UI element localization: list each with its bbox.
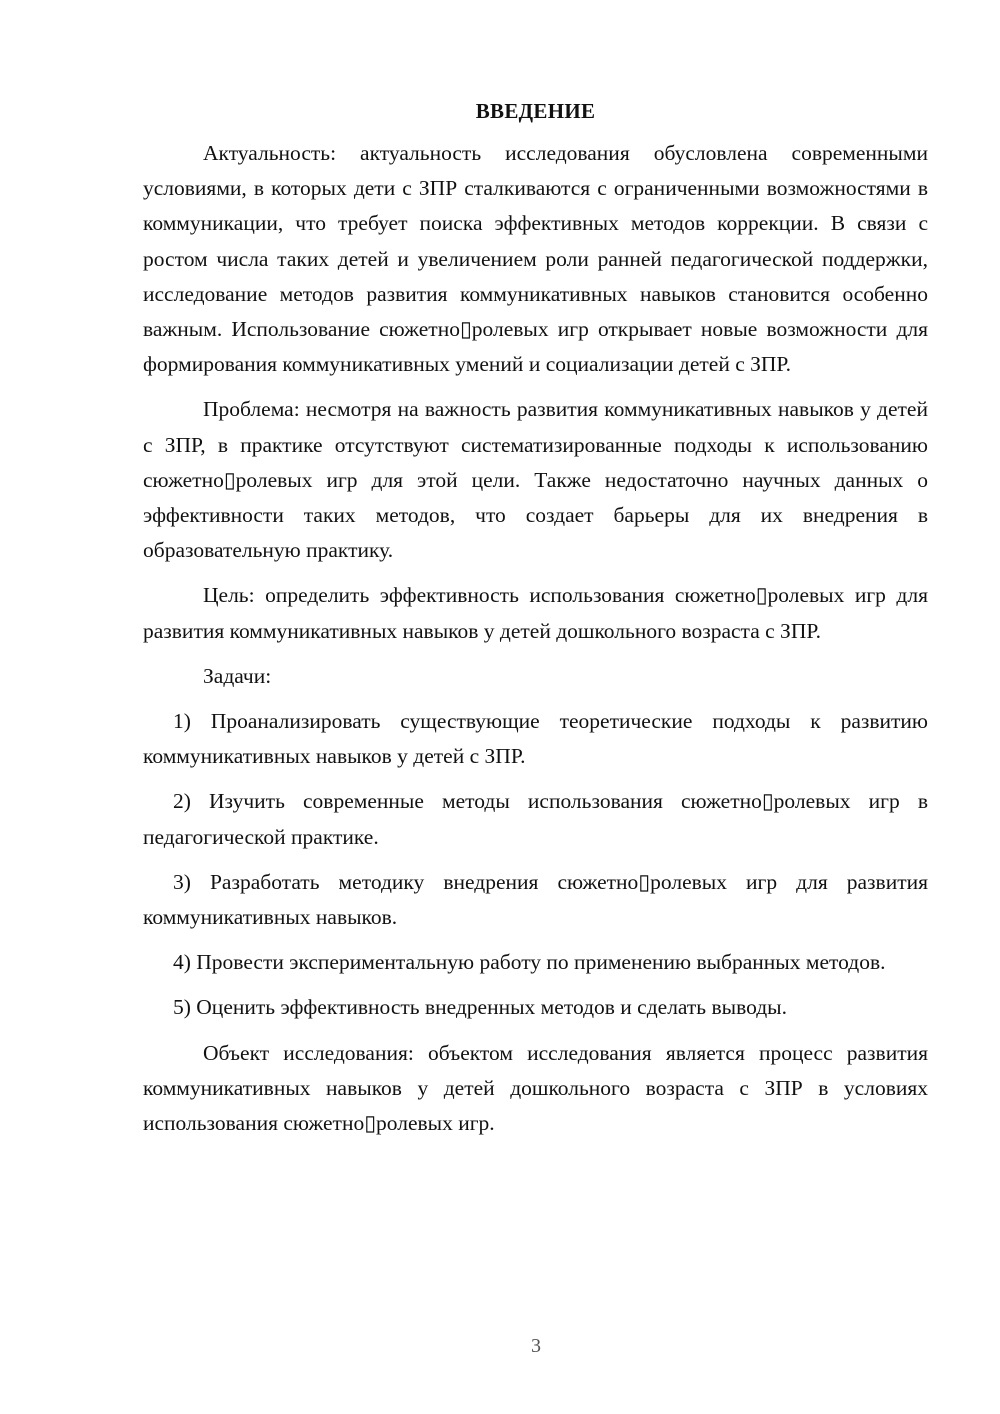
tasks-heading: Задачи: — [203, 663, 272, 688]
relevance-paragraph: Актуальность: актуальность исследования обусловлена современными условиями, в которых дети с ЗПР сталкиваются с ограниченными возможностями в коммуникации, что требует поиска эффективных методов коррекции. В связи с ростом числа таких детей и увеличением роли ранней педагогической поддержки, исследование методов развития коммуникативных навыков становится особенно важным. Использование сюжетно▯ролевых игр открывает новые возможности для формирования коммуникативных умений и социализации детей с ЗПР. — [143, 141, 928, 377]
task-item-1: 1) Проанализировать существующие теоретические подходы к развитию коммуникативных навыков у детей с ЗПР. — [143, 709, 928, 769]
task-item-4: 4) Провести экспериментальную работу по применению выбранных методов. — [173, 950, 886, 975]
task-item-2: 2) Изучить современные методы использования сюжетно▯ролевых игр в педагогической практике. — [143, 789, 928, 849]
task-item-3: 3) Разработать методику внедрения сюжетно▯ролевых игр для развития коммуникативных навыков. — [143, 869, 928, 930]
problem-paragraph: Проблема: несмотря на важность развития коммуникативных навыков у детей с ЗПР, в практике отсутствуют систематизированные подходы к использованию сюжетно▯ролевых игр для этой цели. Также недостаточно научных данных о эффективности таких методов, что создает барьеры для их внедрения в образовательную практику. — [143, 397, 928, 563]
section-title: ВВЕДЕНИЕ — [475, 99, 596, 123]
goal-paragraph: Цель: определить эффективность использования сюжетно▯ролевых игр для развития коммуникативных навыков у детей дошкольного возраста с ЗПР. — [143, 583, 928, 643]
page-content — [143, 96, 928, 1151]
page-number: 3 — [531, 1335, 541, 1357]
task-item-5: 5) Оценить эффективность внедренных методов и сделать выводы. — [173, 995, 787, 1020]
research-object-paragraph: Объект исследования: объектом исследования является процесс развития коммуникативных навыков у детей дошкольного возраста с ЗПР в условиях использования сюжетно▯ролевых игр. — [143, 1040, 928, 1136]
